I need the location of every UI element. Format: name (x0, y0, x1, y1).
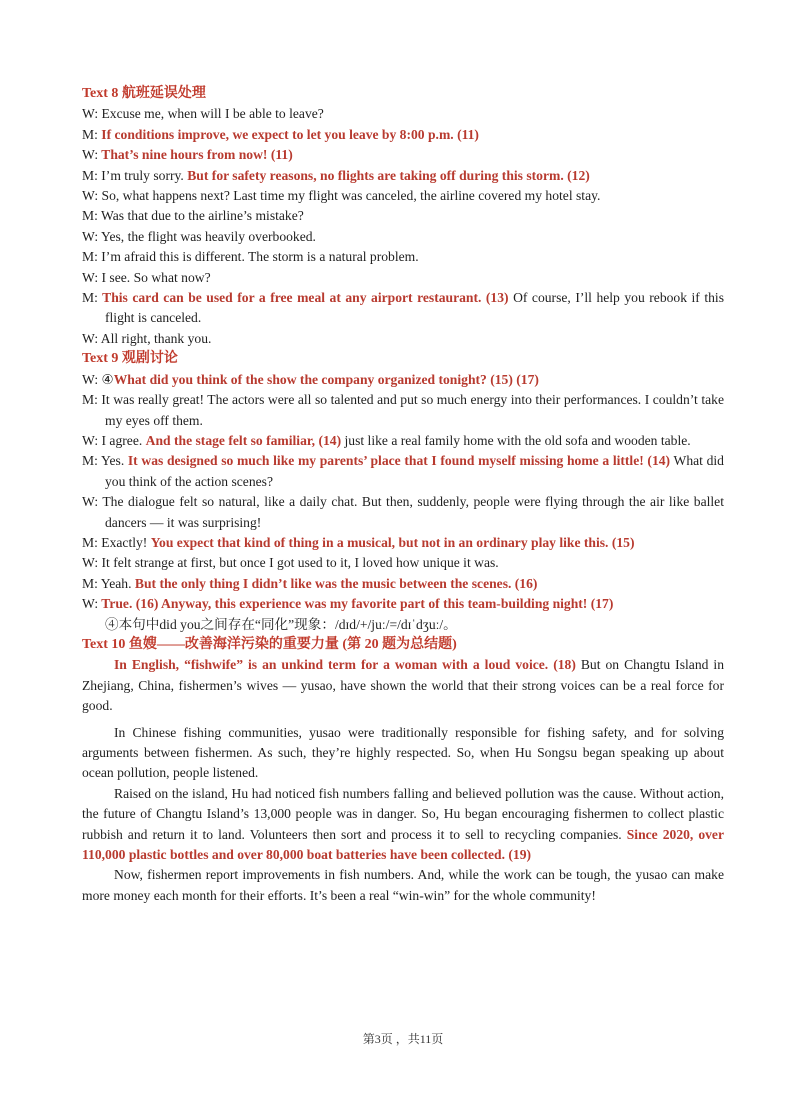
answer-highlight: But the only thing I didn’t like was the music between the scenes. (16) (134, 575, 538, 591)
dialogue-line (82, 186, 724, 206)
text-segment: All right, thank you. (98, 330, 212, 346)
text-segment: Yes, the flight was heavily overbooked. (98, 228, 316, 244)
text-segment: Yeah. (97, 575, 135, 591)
speaker-label: M: (82, 249, 98, 265)
dialogue-line (82, 574, 724, 594)
speaker-label: W: (82, 432, 99, 448)
answer-highlight: This card can be used for a free meal at any airport restaurant. (13) (97, 290, 509, 306)
answer-highlight: If conditions improve, we expect to let you leave by 8:00 p.m. (11) (97, 126, 479, 142)
dialogue-line (82, 431, 724, 451)
speaker-label: W: (82, 228, 99, 244)
text-segment: just like a real family home with the old sofa and wooden table. (341, 432, 691, 448)
text-segment: So, what happens next? Last time my flight was canceled, the airline covered my hotel stay. (98, 188, 601, 204)
text-segment: Raised on the island, Hu had noticed fish numbers falling and believed pollution was the cause. Without action, the future of Changtu Island’s 13,000 people was in danger. So, Hu began encouraging fishermen to collect plastic rubbish and return it to land. Volunteers then sort and process it to sell to recycling companies. (82, 785, 724, 842)
answer-highlight: That’s nine hours from now! (11) (98, 147, 293, 163)
text9-dialogue (82, 370, 724, 615)
dialogue-line (82, 104, 724, 124)
dialogue-line (82, 390, 724, 431)
text-segment: It was really great! The actors were all so talented and put so much energy into their performances. I couldn’t take my eyes off them. (97, 392, 724, 428)
speaker-label: M: (82, 167, 98, 183)
dialogue-line (82, 227, 724, 247)
dialogue-line (82, 451, 724, 492)
speaker-label: W: (82, 269, 99, 285)
speaker-label: W: (82, 106, 99, 122)
passage-paragraph (82, 655, 724, 716)
speaker-label: M: (82, 453, 98, 469)
text-segment: I agree. (98, 432, 146, 448)
text-segment: Of course, I’ll help you rebook if this flight is canceled. (105, 290, 724, 326)
speaker-label: W: (82, 494, 99, 510)
speaker-label: W: (82, 330, 99, 346)
dialogue-line (82, 125, 724, 145)
text-segment: Yes. (97, 453, 128, 469)
speaker-label: M: (82, 290, 98, 306)
page-footer: 第3页 ，共11页 (362, 1032, 444, 1046)
speaker-label: M: (82, 392, 98, 408)
dialogue-line (82, 533, 724, 553)
dialogue-line (82, 594, 724, 614)
page-content (82, 84, 724, 906)
speaker-label: W: (82, 188, 99, 204)
speaker-label: W: (82, 596, 99, 612)
dialogue-line (82, 268, 724, 288)
speaker-label: M: (82, 534, 98, 550)
speaker-label: M: (82, 126, 98, 142)
dialogue-line (82, 288, 724, 329)
text10-passage (82, 655, 724, 906)
passage-paragraph (82, 865, 724, 906)
text-segment: In Chinese fishing communities, yusao were traditionally responsible for fishing safety, and for solving arguments between fishermen. As such, they’re highly respected. So, when Hu Songsu began speaking up about ocean pollution, people listened. (82, 724, 724, 781)
speaker-label: M: (82, 208, 98, 224)
dialogue-line (82, 492, 724, 533)
speaker-label: W: (82, 555, 99, 571)
answer-highlight: True. (16) Anyway, this experience was my favorite part of this team-building night! (17) (98, 596, 614, 612)
text8-dialogue (82, 104, 724, 349)
answer-highlight: What did you think of the show the company organized tonight? (15) (17) (113, 371, 539, 387)
answer-highlight: It was designed so much like my parents’ place that I found myself missing home a little! (14) (127, 453, 671, 469)
text9-note: ④本句中did you之间存在“同化”现象：/dɪd/+/juː/=/dɪˈdʒuː/。 (105, 616, 457, 632)
dialogue-line (82, 247, 724, 267)
text-segment: I’m truly sorry. (97, 167, 188, 183)
dialogue-line (82, 329, 724, 349)
text-segment: I’m afraid this is different. The storm is a natural problem. (97, 249, 419, 265)
answer-highlight: You expect that kind of thing in a musical, but not in an ordinary play like this. (15) (150, 534, 635, 550)
text8-heading: Text 8 航班延误处理 (82, 86, 206, 101)
passage-paragraph (82, 723, 724, 784)
text10-heading: Text 10 鱼嫂——改善海洋污染的重要力量 (第 20 题为总结题) (82, 636, 457, 652)
text-segment: What did you think of the action scenes? (105, 453, 724, 489)
dialogue-line (82, 206, 724, 226)
text-segment: It felt strange at first, but once I got used to it, I loved how unique it was. (98, 555, 499, 571)
dialogue-line (82, 370, 724, 390)
text-segment: ④ (98, 371, 114, 387)
text-segment: The dialogue felt so natural, like a daily chat. But then, suddenly, people were flying through the air like ballet dancers — it was surprising! (98, 494, 724, 530)
passage-paragraph (82, 784, 724, 866)
answer-highlight: But for safety reasons, no flights are taking off during this storm. (12) (187, 167, 590, 183)
speaker-label: M: (82, 575, 98, 591)
dialogue-line (82, 166, 724, 186)
text-segment: Now, fishermen report improvements in fish numbers. And, while the work can be tough, the yusao can make more money each month for their efforts. It’s been a real “win-win” for the whole community! (82, 867, 724, 903)
answer-highlight: In English, “fishwife” is an unkind term for a woman with a loud voice. (18) (114, 657, 576, 673)
text-segment: Exactly! (97, 534, 151, 550)
answer-highlight: And the stage felt so familiar, (14) (145, 432, 342, 448)
speaker-label: W: (82, 147, 99, 163)
dialogue-line (82, 553, 724, 573)
text9-heading: Text 9 观剧讨论 (82, 351, 178, 367)
text-segment: But on Changtu Island in Zhejiang, China, fishermen’s wives — yusao, have shown the world that their strong voices can be a real force for good. (82, 657, 724, 714)
answer-highlight: Since 2020, over 110,000 plastic bottles and over 80,000 boat batteries have been collected. (19) (82, 826, 724, 863)
text-segment: Excuse me, when will I be able to leave? (98, 106, 324, 122)
dialogue-line (82, 145, 724, 165)
speaker-label: W: (82, 371, 99, 387)
text-segment: Was that due to the airline’s mistake? (97, 208, 304, 224)
text-segment: I see. So what now? (98, 269, 211, 285)
